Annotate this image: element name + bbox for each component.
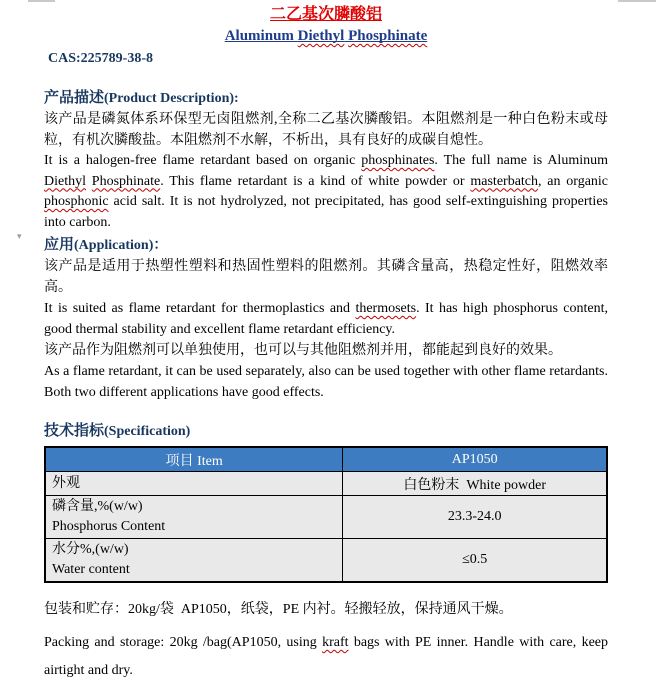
section-heading-description	[44, 88, 608, 109]
spellcheck-word: phosphonic	[44, 194, 109, 209]
text-run: . It has high phosphorus content, good thermal stability and excellent flame retardant efficiency.	[44, 301, 609, 337]
application-paragraph2-en: As a flame retardant, it can be used separately, also can be used together with other flame retardants. Both two different applications have good effects.	[44, 364, 608, 400]
text-run: . This flame retardant is a kind of white powder or	[160, 173, 471, 189]
document-title-en	[44, 27, 608, 46]
text-run: , an organic	[538, 173, 609, 189]
section-heading-application	[44, 235, 608, 256]
spec-item-phosphorus	[45, 496, 343, 539]
table-row	[45, 472, 607, 496]
heading-cn: 产品描述	[44, 90, 105, 106]
text-run: bags with PE inner. Handle with care, keep airtight and dry.	[44, 635, 608, 678]
spellcheck-word: Diethyl	[44, 173, 86, 189]
spec-value-appearance: 白色粉末 White powder	[343, 472, 607, 496]
top-left-edge-artifact	[28, 0, 55, 2]
title-en-part: Aluminum	[224, 28, 298, 44]
table-header-row	[45, 447, 607, 472]
heading-en: (Product Description):	[104, 91, 239, 106]
spellcheck-word: Diethyl	[297, 28, 345, 44]
spellcheck-word: phosphinates	[361, 153, 435, 168]
heading-en: (Application)：	[74, 238, 168, 253]
application-paragraph2-cn: 该产品作为阻燃剂可以单独使用，也可以与其他阻燃剂并用，都能起到良好的效果。	[44, 343, 562, 358]
table-header-grade: AP1050	[343, 447, 607, 472]
application-paragraph1-cn: 该产品是适用于热塑性塑料和热固性塑料的阻燃剂。其磷含量高，热稳定性好，阻燃效率高。	[44, 259, 608, 295]
document-title-cn: 二乙基次膦酸铝	[269, 6, 382, 23]
margin-collapse-marker: ▾	[17, 232, 22, 242]
description-paragraph-en	[44, 151, 608, 233]
heading-cn: 技术指标	[44, 423, 105, 439]
text-run: It is a halogen-free flame retardant based on organic	[44, 153, 362, 168]
section-heading-specification	[44, 421, 608, 442]
text-run: Packing and storage: 20kg /bag(AP1050, using	[44, 635, 323, 650]
heading-en: (Specification)	[104, 424, 191, 439]
table-row	[45, 539, 607, 583]
description-paragraph-cn: 该产品是磷氮体系环保型无卤阻燃剂,全称二乙基次膦酸铝。本阻燃剂是一种白色粉末或母粒，有机次膦酸盐。本阻燃剂不水解，不析出，具有良好的成碳自熄性。	[44, 112, 608, 148]
spellcheck-word: kraft	[322, 635, 349, 650]
cell-text: 磷含量,%(w/w)	[52, 499, 143, 514]
cas-number: CAS:225789-38-8	[48, 51, 153, 66]
spellcheck-word: Phosphinate	[91, 173, 161, 189]
packing-paragraph-en	[44, 629, 608, 685]
cell-text: 水分%,(w/w)	[52, 542, 129, 557]
cell-text: Water content	[52, 562, 130, 577]
text-run: It is suited as flame retardant for thermoplastics and	[44, 301, 356, 316]
packing-paragraph-cn: 包装和贮存：20kg/袋 AP1050，纸袋，PE 内衬。轻搬轻放，保持通风干燥。	[44, 602, 513, 617]
spec-value-phosphorus: 23.3-24.0	[343, 496, 607, 539]
spec-item-water	[45, 539, 343, 583]
spellcheck-word: thermosets	[355, 301, 417, 316]
table-header-item: 项目 Item	[45, 447, 343, 472]
spec-item-appearance	[45, 472, 343, 496]
spellcheck-word: Phosphinate	[348, 28, 428, 44]
spec-value-water: ≤0.5	[343, 539, 607, 583]
text-run: acid salt. It is not hydrolyzed, not precipitated, has good self-extinguishing properties into carbon.	[44, 194, 608, 230]
heading-cn: 应用	[44, 237, 75, 253]
spellcheck-word: masterbatch	[470, 173, 539, 189]
cell-text: Phosphorus Content	[52, 519, 166, 534]
specification-table	[44, 446, 608, 583]
application-paragraph1-en	[44, 298, 608, 340]
top-right-edge-artifact	[618, 0, 656, 2]
cell-text: 外观	[52, 475, 80, 491]
text-run: . The full name is Aluminum	[434, 153, 608, 168]
table-row	[45, 496, 607, 539]
